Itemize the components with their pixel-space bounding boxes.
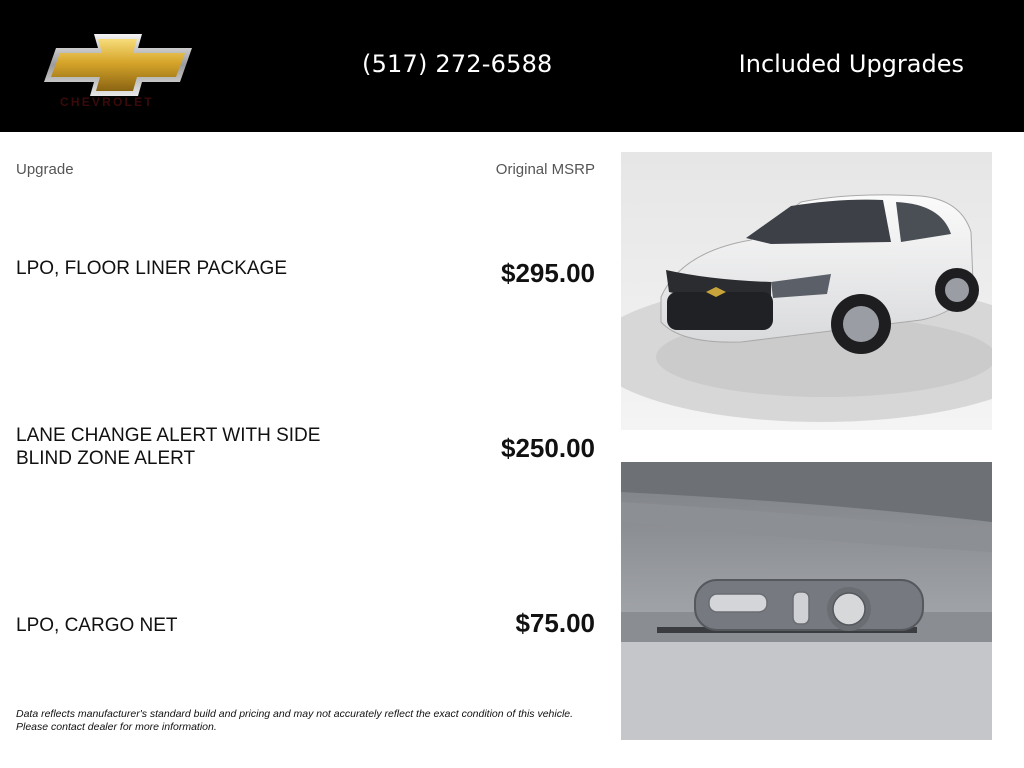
page-title: Included Upgrades: [738, 50, 964, 78]
interior-seat-photo[interactable]: [621, 462, 992, 740]
seat-controls-image: [621, 462, 992, 740]
bowtie-icon: [42, 30, 194, 112]
header-bar: [0, 0, 1024, 132]
disclaimer-line: Data reflects manufacturer's standard build and pricing and may not accurately reflect the exact condition of this vehicle.: [16, 708, 574, 720]
upgrade-name: LPO, CARGO NET: [16, 615, 178, 636]
upgrade-price: $75.00: [515, 608, 595, 638]
disclaimer-line: Please contact dealer for more information.: [16, 720, 217, 733]
chevrolet-logo[interactable]: [42, 30, 194, 112]
brand-wordmark: CHEVROLET: [60, 95, 154, 109]
upgrade-price: $295.00: [501, 258, 595, 288]
dealer-phone-number[interactable]: (517) 272-6588: [362, 50, 553, 78]
upgrade-name: LPO, FLOOR LINER PACKAGE: [16, 258, 288, 279]
white-sedan-image: [621, 152, 992, 430]
upgrade-price: $250.00: [501, 433, 595, 463]
pricing-disclaimer: [16, 708, 606, 733]
column-header-msrp: Original MSRP: [495, 161, 595, 178]
upgrade-name: LANE CHANGE ALERT WITH SIDE BLIND ZONE ALERT: [16, 425, 321, 469]
vehicle-exterior-photo[interactable]: [621, 152, 992, 430]
column-header-upgrade: Upgrade: [16, 161, 74, 178]
